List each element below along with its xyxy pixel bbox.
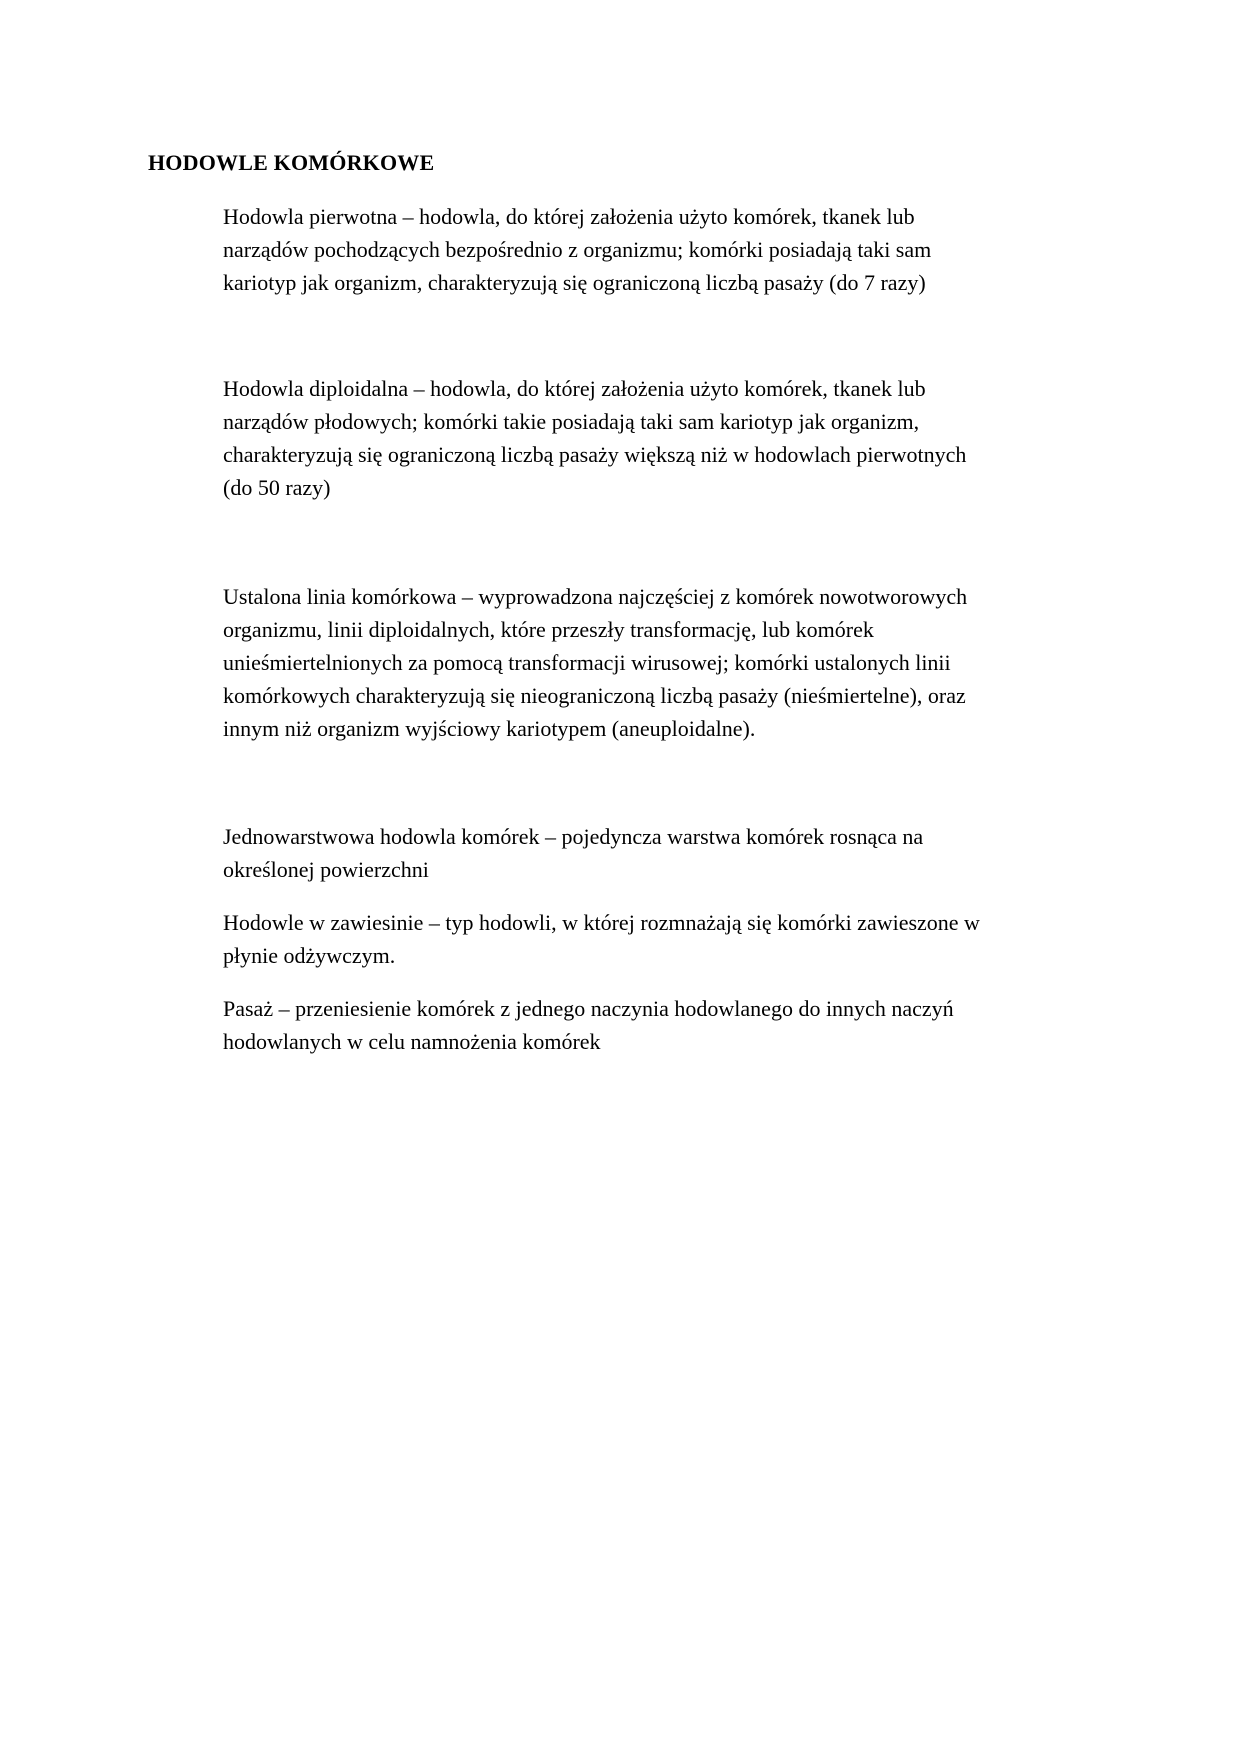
- text-line: płynie odżywczym.: [223, 943, 396, 968]
- text-line: narządów pochodzących bezpośrednio z organizmu; komórki posiadają taki sam: [223, 237, 932, 262]
- text-line: Hodowle w zawiesinie – typ hodowli, w której rozmnażają się komórki zawieszone w: [223, 910, 980, 935]
- text-line: kariotyp jak organizm, charakteryzują się ograniczoną liczbą pasaży (do 7 razy): [223, 270, 926, 295]
- paragraph-hodowla-diploidalna: [223, 372, 1103, 504]
- paragraph-pasaz: [223, 992, 1103, 1058]
- paragraph-jednowarstwowa-hodowla: [223, 820, 1103, 886]
- text-line: charakteryzują się ograniczoną liczbą pasaży większą niż w hodowlach pierwotnych: [223, 442, 967, 467]
- text-line: hodowlanych w celu namnożenia komórek: [223, 1029, 601, 1054]
- paragraph-ustalona-linia: [223, 580, 1103, 745]
- text-line: Jednowarstwowa hodowla komórek – pojedyncza warstwa komórek rosnąca na: [223, 824, 924, 849]
- text-line: Pasaż – przeniesienie komórek z jednego naczynia hodowlanego do innych naczyń: [223, 996, 954, 1021]
- text-line: Hodowla pierwotna – hodowla, do której założenia użyto komórek, tkanek lub: [223, 204, 915, 229]
- paragraph-hodowle-w-zawiesinie: [223, 906, 1103, 972]
- paragraph-hodowla-pierwotna: [223, 200, 1103, 299]
- text-line: innym niż organizm wyjściowy kariotypem (aneuploidalne).: [223, 716, 756, 741]
- text-line: komórkowych charakteryzują się nieograniczoną liczbą pasaży (nieśmiertelne), oraz: [223, 683, 966, 708]
- document-title: HODOWLE KOMÓRKOWE: [148, 150, 435, 175]
- text-line: unieśmiertelnionych za pomocą transformacji wirusowej; komórki ustalonych linii: [223, 650, 951, 675]
- text-line: Hodowla diploidalna – hodowla, do której założenia użyto komórek, tkanek lub: [223, 376, 926, 401]
- text-line: organizmu, linii diploidalnych, które przeszły transformację, lub komórek: [223, 617, 874, 642]
- text-line: narządów płodowych; komórki takie posiadają taki sam kariotyp jak organizm,: [223, 409, 920, 434]
- text-line: (do 50 razy): [223, 475, 331, 500]
- text-line: Ustalona linia komórkowa – wyprowadzona najczęściej z komórek nowotworowych: [223, 584, 968, 609]
- text-line: określonej powierzchni: [223, 857, 429, 882]
